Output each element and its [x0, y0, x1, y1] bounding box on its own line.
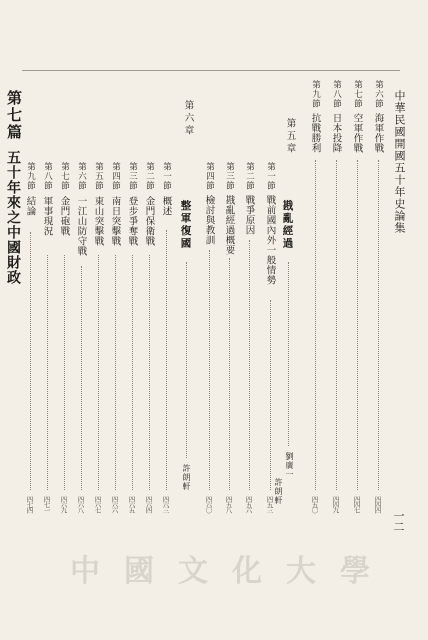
section-label: 第八節	[331, 80, 342, 109]
page-ref: 四五六	[244, 496, 253, 513]
page-ref: 四四四	[373, 496, 382, 513]
leader-dots	[209, 250, 210, 490]
leader-dots	[30, 232, 31, 490]
leader-dots	[336, 160, 337, 490]
page-ref: 四四七	[352, 496, 361, 513]
page-ref: 四六〇	[204, 496, 213, 513]
section-title: 海軍作戰	[372, 113, 384, 153]
section-label: 第六節	[373, 80, 384, 109]
section-title: 登步爭奪戰	[126, 196, 138, 246]
chapter-label: 第五章	[284, 118, 296, 156]
page-ref: 四六九	[59, 496, 68, 513]
section-label: 第一節	[161, 162, 172, 191]
leader-dots	[229, 258, 230, 490]
page-ref: 四六六	[110, 496, 119, 513]
leader-dots	[132, 255, 133, 490]
section-title: 抗戰勝利	[309, 113, 321, 153]
watermark-char: 中	[70, 554, 100, 589]
page-number: 一二	[392, 510, 405, 532]
leader-dots	[47, 255, 48, 490]
section-label: 第五節	[93, 162, 104, 191]
page-ref: 四四九	[331, 496, 340, 513]
section-title: 金門保衛戰	[143, 196, 155, 246]
page-ref: 四六八	[76, 496, 85, 513]
page-ref: 四七四	[25, 496, 34, 513]
leader-dots	[288, 262, 289, 446]
section-title: 南日突擊戰	[109, 196, 121, 246]
chapter-label: 第六章	[182, 100, 194, 138]
section-label: 第二節	[144, 162, 155, 191]
section-title: 戰爭原因	[243, 195, 255, 235]
section-title: 戡亂經過概要	[223, 195, 235, 255]
watermark-char: 文	[178, 554, 208, 589]
section-label: 第九節	[25, 162, 36, 191]
watermark	[70, 548, 370, 588]
part-label: 第七篇	[5, 90, 23, 141]
leader-dots	[149, 255, 150, 490]
page-ref: 四六四	[144, 496, 153, 513]
section-title: 結論	[24, 196, 36, 216]
chapter-author: 許朗軒	[182, 464, 191, 491]
section-title: 東山突擊戰	[92, 196, 104, 246]
page-ref: 四六五	[127, 496, 136, 513]
section-label: 第六節	[76, 162, 87, 191]
page-ref: 四五〇	[310, 496, 319, 513]
leader-dots	[378, 160, 379, 490]
leader-dots	[64, 255, 65, 490]
chapter-title: 整軍復國	[179, 200, 192, 250]
watermark-char: 國	[124, 554, 154, 589]
leader-dots	[81, 266, 82, 490]
section-label: 第七節	[59, 162, 70, 191]
leader-dots	[166, 230, 167, 490]
section-title: 檢討與教訓	[203, 195, 215, 245]
page-ref: 四五八	[224, 496, 233, 513]
section-label: 第三節	[224, 162, 235, 191]
chapter-author: 許朗軒	[274, 478, 283, 505]
leader-dots	[357, 160, 358, 490]
leader-dots	[115, 255, 116, 490]
chapter-title: 戡亂經過	[281, 200, 294, 250]
section-label: 第七節	[352, 80, 363, 109]
page-ref: 四六七	[93, 496, 102, 513]
section-label: 第四節	[110, 162, 121, 191]
watermark-char: 化	[232, 554, 262, 589]
part-title: 五十年來之中國財政	[5, 150, 21, 285]
leader-dots	[186, 262, 187, 458]
leader-dots	[249, 240, 250, 490]
watermark-char: 大	[286, 554, 316, 589]
leader-dots	[315, 160, 316, 490]
chapter-author: 劉廣一	[285, 452, 294, 479]
leader-dots	[270, 300, 271, 490]
leader-dots	[98, 255, 99, 490]
section-title: 概述	[160, 196, 172, 216]
page-ref: 四六三	[161, 496, 170, 513]
section-label: 第三節	[127, 162, 138, 191]
section-label: 第八節	[42, 162, 53, 191]
section-label: 第九節	[310, 80, 321, 109]
section-label: 第二節	[244, 162, 255, 191]
section-label: 第四節	[204, 162, 215, 191]
page-ref: 四五三	[265, 496, 274, 513]
page-ref: 四七一	[42, 496, 51, 513]
section-title: 軍事現況	[41, 196, 53, 236]
watermark-char: 學	[340, 554, 370, 589]
section-title: 空軍作戰	[351, 113, 363, 153]
running-header: 中華民國開國五十年史論集	[393, 90, 406, 234]
section-title: 戰前國內外一般情勢	[264, 195, 276, 285]
section-title: 日本投降	[330, 113, 342, 153]
section-title: 一江山防守戰	[75, 196, 87, 256]
section-label: 第一節	[265, 162, 276, 191]
section-title: 金門砲戰	[58, 196, 70, 236]
